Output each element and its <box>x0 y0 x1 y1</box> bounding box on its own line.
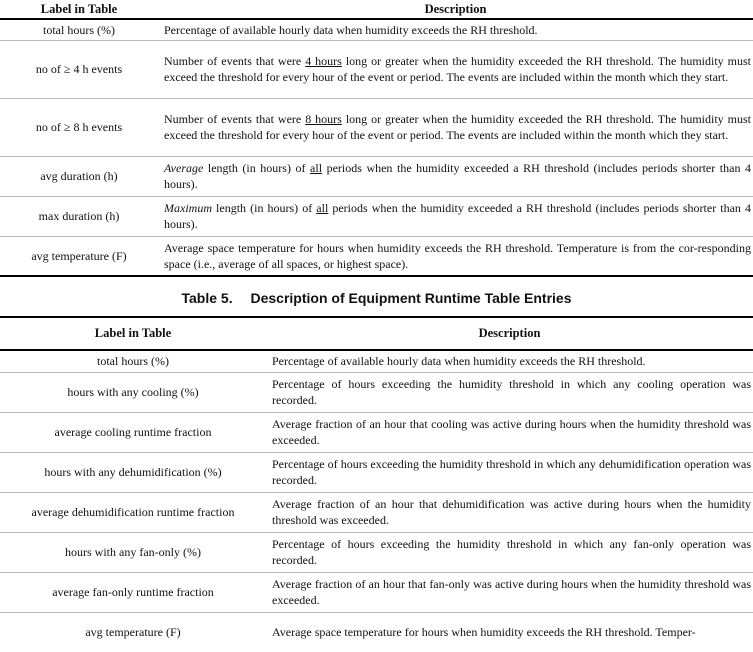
row-description <box>158 156 753 196</box>
row-description: Average fraction of an hour that fan-only was active during hours when the humidity threshold was exceeded. <box>272 577 751 607</box>
row-label: average dehumidification runtime fraction <box>31 505 235 519</box>
table-row <box>0 40 753 98</box>
table-row <box>0 350 753 372</box>
row-label: total hours (%) <box>97 354 169 369</box>
emphasis-underline: all <box>310 161 323 175</box>
table-row <box>0 572 753 612</box>
description-text: long or greater when the humidity exceeded the RH threshold. The humidity must exceed the threshold for every hour of the event or period. The events are included within the month which they start. <box>164 112 751 142</box>
description-column-header: Description <box>478 326 541 340</box>
label-column-header: Label in Table <box>40 1 118 16</box>
description-text: long or greater when the humidity exceeded the RH threshold. The humidity must exceed the threshold for every hour of the event or period. The events are included within the month which they start. <box>164 54 751 84</box>
row-label: avg temperature (F) <box>31 248 127 263</box>
description-text: Percentage of available hourly data when humidity exceeds the RH threshold. <box>164 22 538 37</box>
row-description <box>158 98 753 156</box>
row-label: avg temperature (F) <box>85 625 181 640</box>
row-label: average cooling runtime fraction <box>54 425 212 439</box>
row-description: Percentage of hours exceeding the humidity threshold in which any cooling operation was recorded. <box>272 377 751 407</box>
row-label: hours with any dehumidification (%) <box>44 465 222 479</box>
row-description <box>158 40 753 98</box>
row-description: Percentage of available hourly data when humidity exceeds the RH threshold. <box>272 354 646 369</box>
emphasis-underline: 8 hours <box>305 112 342 126</box>
table-row <box>0 532 753 572</box>
label-column-header: Label in Table <box>94 326 172 340</box>
row-description <box>158 196 753 236</box>
description-text: Average space temperature for hours when humidity exceeds the RH threshold. Temperature is from the cor-responding space (i.e., average of all spaces, or highest space). <box>164 240 751 271</box>
table-row <box>0 98 753 156</box>
row-description: Average space temperature for hours when humidity exceeds the RH threshold. Temper- <box>272 625 696 640</box>
table-row <box>0 19 753 40</box>
table-row <box>0 196 753 236</box>
row-label: no of ≥ 4 h events <box>35 62 123 76</box>
table-row <box>0 412 753 452</box>
table-caption <box>0 290 753 306</box>
row-label: no of ≥ 8 h events <box>35 120 123 134</box>
description-text: periods when the humidity exceeded a RH threshold (includes periods shorter than 4 hours). <box>164 161 751 191</box>
row-label: max duration (h) <box>38 209 120 223</box>
emphasis-underline: all <box>316 201 329 215</box>
description-text: length (in hours) of <box>203 161 311 175</box>
table-header-row <box>0 317 753 350</box>
table-row <box>0 236 753 276</box>
table-row <box>0 372 753 412</box>
table-title: Description of Equipment Runtime Table Entries <box>250 290 572 306</box>
table-row <box>0 612 753 652</box>
row-description: Average fraction of an hour that dehumidification was active during hours when the humidity threshold was exceeded. <box>272 497 751 527</box>
row-description: Percentage of hours exceeding the humidity threshold in which any dehumidification operation was recorded. <box>272 457 751 487</box>
row-label: total hours (%) <box>43 22 115 37</box>
table-number: Table 5. <box>181 290 233 306</box>
table-header-row <box>0 0 753 19</box>
row-description: Percentage of hours exceeding the humidity threshold in which any fan-only operation was recorded. <box>272 537 751 567</box>
row-description <box>158 236 753 276</box>
emphasis-italic: Maximum <box>164 201 212 215</box>
description-text: Number of events that were <box>164 54 306 68</box>
row-label: hours with any fan-only (%) <box>65 545 201 559</box>
row-description <box>158 19 753 40</box>
emphasis-underline: 4 hours <box>305 54 342 68</box>
equipment-runtime-table <box>0 316 753 652</box>
description-text: Number of events that were <box>164 112 306 126</box>
description-text: periods when the humidity exceeded a RH threshold (includes periods shorter than 4 hours). <box>164 201 751 231</box>
description-text: length (in hours) of <box>212 201 317 215</box>
table-row <box>0 156 753 196</box>
row-description: Average fraction of an hour that cooling was active during hours when the humidity threshold was exceeded. <box>272 417 751 447</box>
table-row <box>0 492 753 532</box>
row-label: avg duration (h) <box>40 169 118 183</box>
row-label: hours with any cooling (%) <box>67 385 199 399</box>
rh-event-table <box>0 0 753 277</box>
table-row <box>0 452 753 492</box>
row-label: average fan-only runtime fraction <box>52 585 214 599</box>
emphasis-italic: Average <box>164 161 204 175</box>
description-column-header: Description <box>424 1 487 16</box>
